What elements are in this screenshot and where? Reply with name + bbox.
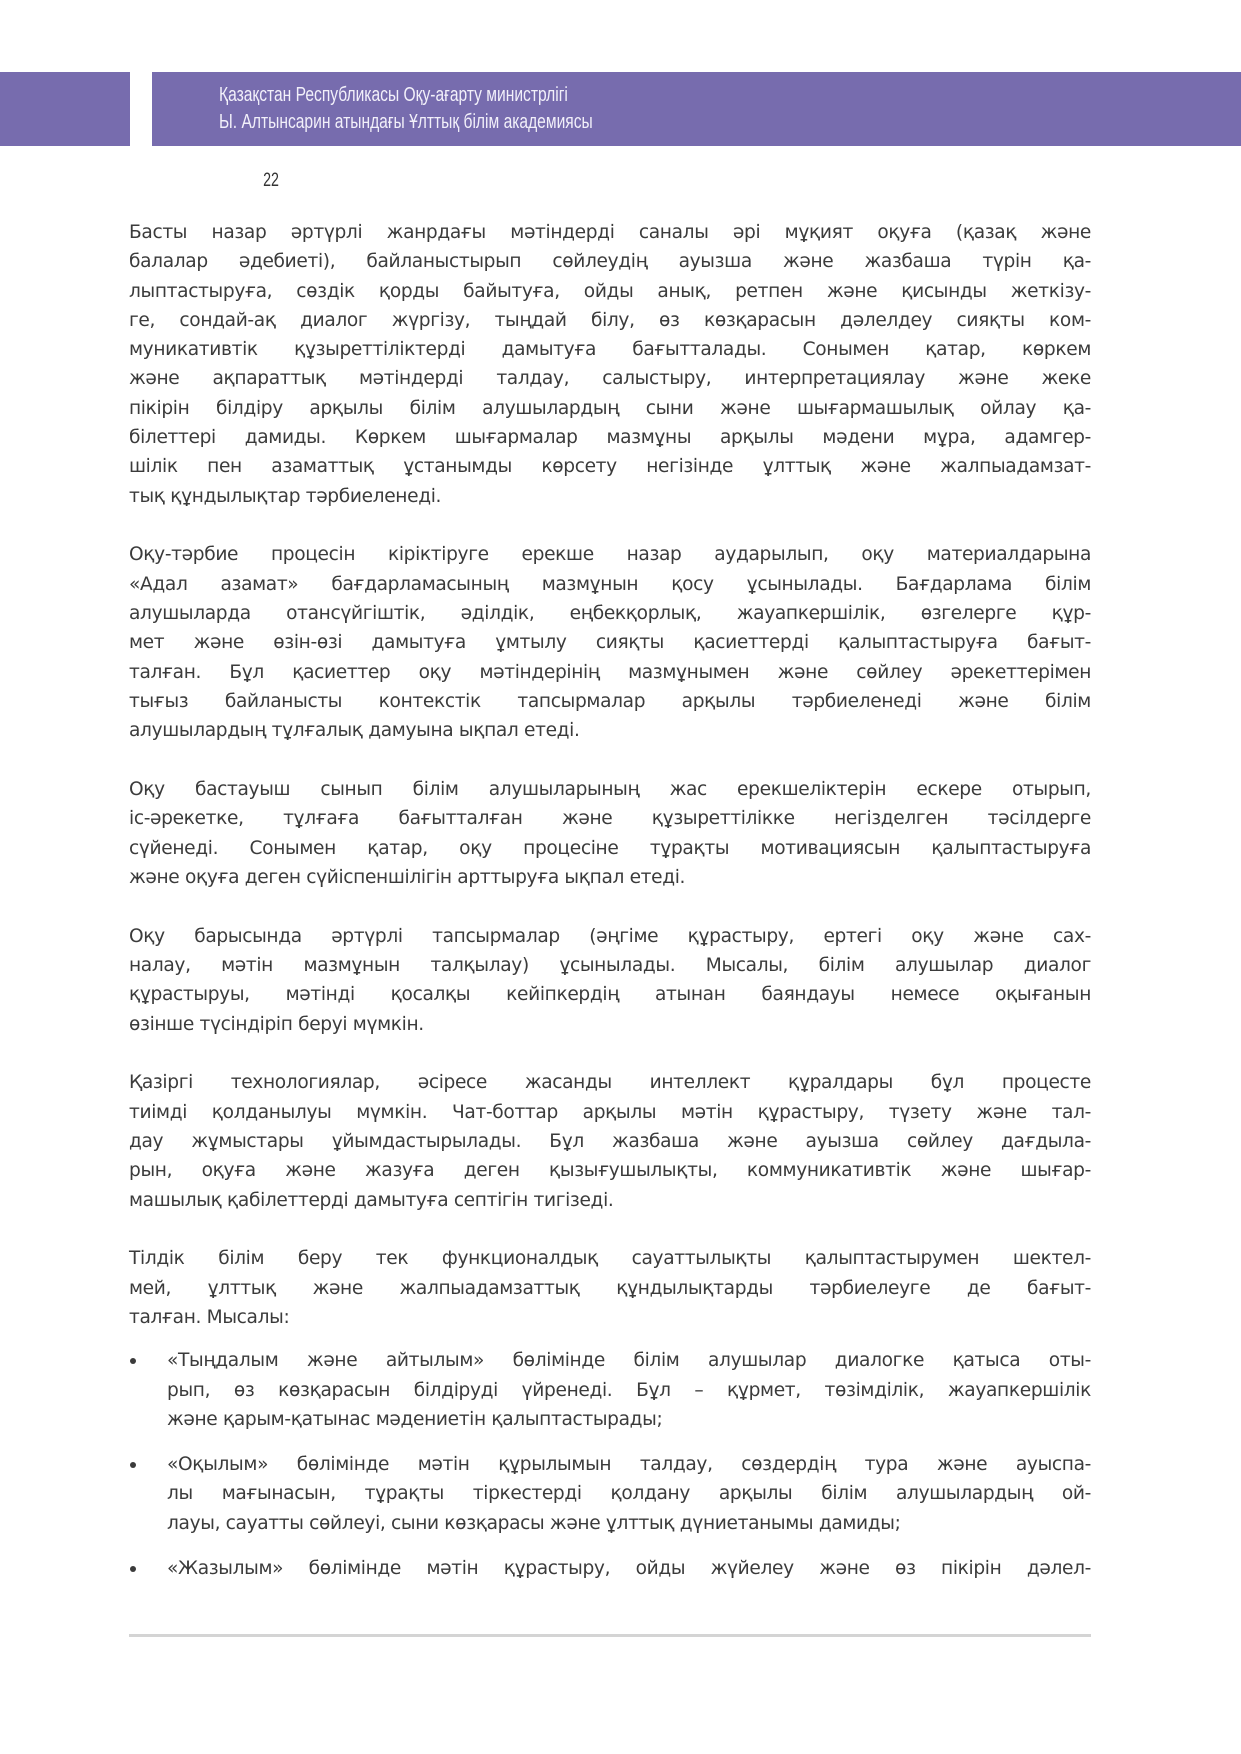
text-line: налау, мәтін мазмұнын талқылау) ұсынылады. Мысалы, білім алушылар диалог	[129, 955, 1091, 977]
paragraph-2	[129, 540, 1091, 745]
bullet-icon	[130, 1358, 136, 1364]
text-line: алушылардың тұлғалық дамуына ықпал етеді.	[129, 720, 580, 742]
bullet-item-reading	[129, 1450, 1091, 1538]
paragraph-1	[129, 218, 1091, 511]
header-academy: Ы. Алтынсарин атындағы Ұлттық білім академиясы	[219, 111, 593, 133]
bullet-item-writing	[129, 1554, 1091, 1583]
bullet-icon	[130, 1462, 136, 1468]
text-line: Оқу-тәрбие процесін кіріктіруге ерекше назар аударылып, оқу материалдарына	[129, 544, 1091, 566]
page-number: 22	[263, 170, 279, 191]
text-line: тиімді қолданылуы мүмкін. Чат-боттар арқылы мәтін құрастыру, түзету және тал-	[129, 1101, 1091, 1123]
text-line: Оқу барысында әртүрлі тапсырмалар (әңгіме құрастыру, ертегі оқу және сах-	[129, 925, 1091, 947]
text-line: муникативтік құзыреттіліктерді дамытуға бағытталады. Сонымен қатар, көркем	[129, 339, 1091, 361]
text-line: Басты назар әртүрлі жанрдағы мәтіндерді саналы әрі мұқият оқуға (қазақ және	[129, 222, 1091, 243]
text-line: ге, сондай-ақ диалог жүргізу, тыңдай білу, өз көзқарасын дәлелдеу сияқты ком-	[129, 309, 1091, 331]
bullet-list	[129, 1346, 1091, 1583]
text-line: рып, өз көзқарасын білдіруді үйренеді. Бұл – құрмет, төзімділік, жауапкершілік	[167, 1379, 1091, 1401]
page-number-container	[130, 72, 279, 191]
paragraph-5	[129, 1068, 1091, 1214]
text-line: алушыларда отансүйгіштік, әділдік, еңбекқорлық, жауапкершілік, өзгелерге құр-	[129, 603, 1091, 625]
text-line: құрастыруы, мәтінді қосалқы кейіпкердің атынан баяндауы немесе оқығанын	[129, 984, 1091, 1006]
text-line: рын, оқуға және жазуға деген қызығушылықты, коммуникативтік және шығар-	[129, 1160, 1091, 1182]
text-line: және қарым-қатынас мәдениетін қалыптастырады;	[167, 1408, 663, 1430]
text-line: және ақпараттық мәтіндерді талдау, салыстыру, интерпретациялау және жеке	[129, 368, 1091, 390]
text-line: іс-әрекетке, тұлғаға бағытталған және құзыреттілікке негізделген тәсілдерге	[129, 808, 1091, 830]
text-line: лауы, сауатты сөйлеуі, сыни көзқарасы және ұлттық дүниетанымы дамиды;	[167, 1512, 901, 1534]
text-line: білеттері дамиды. Көркем шығармалар мазмұны арқылы мәдени мұра, адамгер-	[129, 427, 1091, 449]
text-line: лы мағынасын, тұрақты тіркестерді қолдану арқылы білім алушылардың ой-	[167, 1483, 1091, 1505]
header-accent-block	[0, 72, 130, 146]
text-line: өзінше түсіндіріп беруі мүмкін.	[129, 1013, 424, 1035]
footer-divider	[129, 1634, 1091, 1637]
text-line: сүйенеді. Сонымен қатар, оқу процесіне тұрақты мотивациясын қалыптастыруға	[129, 837, 1091, 859]
text-line: «Тыңдалым және айтылым» бөлімінде білім алушылар диалогке қатыса оты-	[167, 1350, 1091, 1372]
bullet-icon	[130, 1566, 136, 1572]
paragraph-4	[129, 922, 1091, 1039]
text-line: лыптастыруға, сөздік қорды байытуға, ойды анық, ретпен және қисынды жеткізу-	[129, 280, 1091, 302]
text-line: талған. Мысалы:	[129, 1307, 290, 1328]
text-line: Қазіргі технологиялар, әсіресе жасанды интеллект құралдары бұл процесте	[129, 1072, 1091, 1094]
text-line: «Адал азамат» бағдарламасының мазмұнын қосу ұсынылады. Бағдарлама білім	[129, 573, 1091, 595]
bullet-item-listening-speaking	[129, 1346, 1091, 1434]
text-line: «Оқылым» бөлімінде мәтін құрылымын талдау, сөздердің тура және ауыспа-	[167, 1454, 1091, 1476]
text-line: пікірін білдіру арқылы білім алушылардың сыни және шығармашылық ойлау қа-	[129, 397, 1091, 419]
text-line: тығыз байланысты контекстік тапсырмалар арқылы тәрбиеленеді және білім	[129, 690, 1091, 712]
text-line: «Жазылым» бөлімінде мәтін құрастыру, ойды жүйелеу және өз пікірін дәлел-	[167, 1558, 1091, 1580]
text-line: шілік пен азаматтық ұстанымды көрсету негізінде ұлттық және жалпыадамзат-	[129, 456, 1091, 478]
text-line: тық құндылықтар тәрбиеленеді.	[129, 485, 442, 507]
text-line: және оқуға деген сүйіспеншілігін арттыруға ықпал етеді.	[129, 866, 686, 888]
header-title	[219, 82, 593, 136]
header-ministry: Қазақстан Республикасы Оқу-ағарту министрлігі	[219, 84, 568, 106]
text-line: талған. Бұл қасиеттер оқу мәтіндерінің мазмұнымен және сөйлеу әрекеттерімен	[129, 661, 1091, 683]
text-line: Оқу бастауыш сынып білім алушыларының жас ерекшеліктерін ескере отырып,	[129, 779, 1091, 801]
text-line: мет және өзін-өзі дамытуға ұмтылу сияқты қасиеттерді қалыптастыруға бағыт-	[129, 632, 1091, 654]
text-line: дау жұмыстары ұйымдастырылады. Бұл жазбаша және ауызша сөйлеу дағдыла-	[129, 1131, 1091, 1153]
paragraph-3	[129, 775, 1091, 892]
text-line: мей, ұлттық және жалпыадамзаттық құндылықтарды тәрбиелеуге де бағыт-	[129, 1277, 1091, 1299]
paragraph-6	[129, 1244, 1091, 1332]
text-line: машылық қабілеттерді дамытуға септігін тигізеді.	[129, 1189, 614, 1211]
text-line: Тілдік білім беру тек функционалдық сауаттылықты қалыптастырумен шектел-	[129, 1248, 1091, 1270]
text-line: балалар әдебиеті), байланыстырып сөйлеудің ауызша және жазбаша түрін қа-	[129, 251, 1091, 273]
page-body	[129, 218, 1091, 1599]
